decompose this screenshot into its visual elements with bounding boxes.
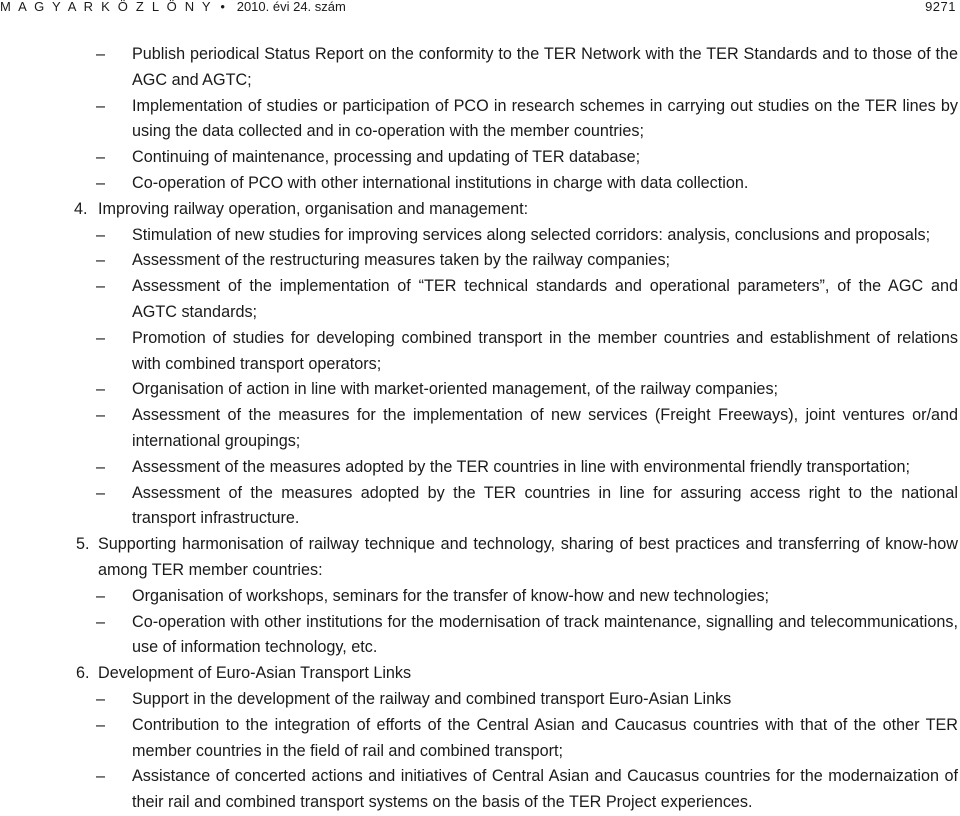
issue-label: 2010. évi 24. szám [236,0,346,14]
list-item [0,377,958,403]
section-heading [0,197,958,223]
list-item-text: Assessment of the measures adopted by the TER countries in line with environmental friendly transportation; [132,457,911,476]
page-header [0,0,958,14]
section-4 [0,197,958,532]
list-item [0,223,958,249]
list-item [0,610,958,662]
list-item [0,455,958,481]
list-item-text: Assessment of the restructuring measures taken by the railway companies; [132,251,671,270]
journal-title [0,0,346,14]
list-item-text: Co-operation of PCO with other international institutions in charge with data collection. [132,173,749,192]
list-item [0,481,958,533]
dash-marker: – [96,277,106,296]
section-title: Supporting harmonisation of railway technique and technology, sharing of best practices and transferring of know-how among TER member countries: [98,535,958,579]
dash-marker: – [96,148,106,167]
list-item [0,248,958,274]
list-item-text: Support in the development of the railway and combined transport Euro-Asian Links [132,689,732,708]
dash-marker: – [96,689,106,708]
section-number: 5. [76,535,90,554]
list-item-text: Co-operation with other institutions for the modernisation of track maintenance, signalling and telecommunications, use of information technology, etc. [132,612,958,657]
dash-marker: – [96,173,106,192]
document-body [0,42,958,816]
dash-marker: – [96,483,106,502]
list-item-text: Assessment of the measures for the implementation of new services (Freight Freeways), joint ventures or/and international groupings; [132,406,958,450]
list-item [0,145,958,171]
dash-marker: – [96,96,106,115]
list-item [0,326,958,378]
list-item-text: Continuing of maintenance, processing and updating of TER database; [132,148,641,167]
dash-marker: – [96,715,106,734]
list-item [0,687,958,713]
list-item [0,584,958,610]
list-item [0,42,958,94]
list-item [0,171,958,197]
list-item-text: Assessment of the implementation of “TER technical standards and operational parameters”, of the AGC and AGTC standards; [132,277,958,321]
section-heading [0,532,958,584]
dash-marker: – [96,251,106,270]
section-number: 4. [74,199,88,218]
dash-marker: – [96,406,106,425]
list-item-text: Publish periodical Status Report on the conformity to the TER Network with the TER Standards and to those of the AGC and AGTC; [132,45,958,89]
list-item-text: Organisation of workshops, seminars for the transfer of know-how and new technologies; [132,586,770,605]
list-item [0,274,958,326]
section-title: Development of Euro-Asian Transport Links [98,664,412,683]
dash-marker: – [96,225,106,244]
dash-marker: – [96,45,106,63]
section-title: Improving railway operation, organisation and management: [98,199,529,218]
list-item-text: Promotion of studies for developing combined transport in the member countries and establishment of relations with combined transport operators; [132,328,958,373]
list-item [0,94,958,146]
section-number: 6. [76,664,90,683]
section-6 [0,661,958,816]
list-item-text: Implementation of studies or participation of PCO in research schemes in carrying out studies on the TER lines by using the data collected and in co-operation with the member countries; [132,96,958,141]
list-item-text: Contribution to the integration of efforts of the Central Asian and Caucasus countries with that of the other TER member countries in the field of rail and combined transport; [132,715,958,760]
dash-marker: – [96,457,106,476]
dash-marker: – [96,328,106,347]
list-item-text: Stimulation of new studies for improving services along selected corridors: analysis, conclusions and proposals; [132,225,931,244]
dash-marker: – [96,586,106,605]
list-item [0,713,958,765]
dash-marker: – [96,767,106,786]
header-separator: • [220,0,225,14]
journal-name: M A G Y A R K Ö Z L Ö N Y [0,0,213,14]
dash-marker: – [96,612,106,631]
list-item-text: Assistance of concerted actions and initiatives of Central Asian and Caucasus countries for the modernaization of their rail and combined transport systems on the basis of the TER Project experiences. [132,767,958,812]
dash-marker: – [96,380,106,399]
page-number: 9271 [925,0,956,14]
list-item-text: Organisation of action in line with market-oriented management, of the railway companies; [132,380,779,399]
list-item [0,764,958,816]
section-heading [0,661,958,687]
lead-bullet-list [0,42,958,197]
section-5 [0,532,958,661]
list-item [0,403,958,455]
list-item-text: Assessment of the measures adopted by the TER countries in line for assuring access right to the national transport infrastructure. [132,483,958,528]
